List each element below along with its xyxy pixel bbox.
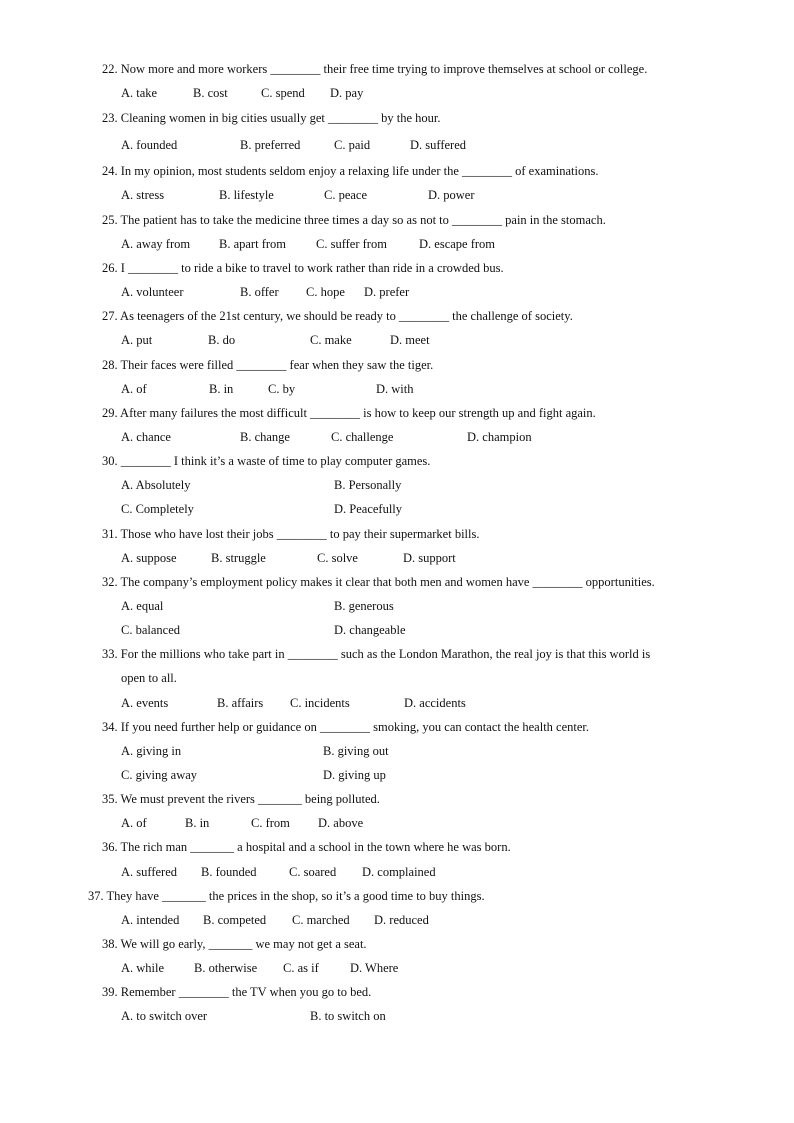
question-23-option-b: B. preferred <box>240 138 301 152</box>
question-32-stem: 32. The company’s employment policy makes it clear that both men and women have ________ opportunities. <box>102 575 655 589</box>
question-34-option-d: D. giving up <box>323 768 386 782</box>
question-30-option-d: D. Peacefully <box>334 502 403 516</box>
question-22-option-a: A. take <box>121 86 158 100</box>
question-39-option-b: B. to switch on <box>310 1009 386 1023</box>
question-30-option-b: B. Personally <box>334 478 402 492</box>
question-37-option-b: B. competed <box>203 913 267 927</box>
question-23-option-c: C. paid <box>334 138 371 152</box>
question-23-option-a: A. founded <box>121 138 178 152</box>
question-27-option-d: D. meet <box>390 333 430 347</box>
question-33-option-c: C. incidents <box>290 696 350 710</box>
question-27-option-a: A. put <box>121 333 153 347</box>
question-25-option-d: D. escape from <box>419 237 496 251</box>
question-24-option-c: C. peace <box>324 188 368 202</box>
question-38-stem: 38. We will go early, _______ we may not get a seat. <box>102 937 367 951</box>
question-29-option-d: D. champion <box>467 430 532 444</box>
question-35-option-a: A. of <box>121 816 147 830</box>
question-32-option-b: B. generous <box>334 599 394 613</box>
question-25-option-b: B. apart from <box>219 237 286 251</box>
question-26-option-b: B. offer <box>240 285 279 299</box>
question-22-option-d: D. pay <box>330 86 364 100</box>
question-23-stem: 23. Cleaning women in big cities usually get ________ by the hour. <box>102 111 441 125</box>
question-39-stem: 39. Remember ________ the TV when you go to bed. <box>102 985 372 999</box>
question-36-stem: 36. The rich man _______ a hospital and a school in the town where he was born. <box>102 840 511 854</box>
question-31-option-c: C. solve <box>317 551 358 565</box>
question-24-option-b: B. lifestyle <box>219 188 274 202</box>
question-32-option-a: A. equal <box>121 599 164 613</box>
question-35-option-b: B. in <box>185 816 210 830</box>
question-26-stem: 26. I ________ to ride a bike to travel to work rather than ride in a crowded bus. <box>102 261 504 275</box>
question-29-option-b: B. change <box>240 430 290 444</box>
question-37-stem: 37. They have _______ the prices in the shop, so it’s a good time to buy things. <box>88 889 485 903</box>
question-34-option-c: C. giving away <box>121 768 198 782</box>
question-33-option-d: D. accidents <box>404 696 466 710</box>
question-27-stem: 27. As teenagers of the 21st century, we should be ready to ________ the challenge of society. <box>102 309 573 323</box>
question-24-option-d: D. power <box>428 188 475 202</box>
question-28-stem: 28. Their faces were filled ________ fear when they saw the tiger. <box>102 358 434 372</box>
question-23-option-d: D. suffered <box>410 138 466 152</box>
question-29-stem: 29. After many failures the most difficult ________ is how to keep our strength up and fight again. <box>102 406 596 420</box>
question-38-option-b: B. otherwise <box>194 961 258 975</box>
question-32-option-c: C. balanced <box>121 623 181 637</box>
question-24-stem: 24. In my opinion, most students seldom enjoy a relaxing life under the ________ of examinations. <box>102 164 599 178</box>
question-37-option-c: C. marched <box>292 913 350 927</box>
question-28-option-d: D. with <box>376 382 414 396</box>
question-34-option-b: B. giving out <box>323 744 389 758</box>
question-34-option-a: A. giving in <box>121 744 182 758</box>
question-38-option-a: A. while <box>121 961 165 975</box>
question-31-option-b: B. struggle <box>211 551 266 565</box>
question-31-option-a: A. suppose <box>121 551 177 565</box>
question-25-option-c: C. suffer from <box>316 237 387 251</box>
question-25-option-a: A. away from <box>121 237 191 251</box>
question-33-stem: 33. For the millions who take part in ________ such as the London Marathon, the real joy is that this world is <box>102 647 651 661</box>
question-30-option-c: C. Completely <box>121 502 194 516</box>
question-37-option-d: D. reduced <box>374 913 429 927</box>
question-26-option-d: D. prefer <box>364 285 410 299</box>
question-30-stem: 30. ________ I think it’s a waste of time to play computer games. <box>102 454 431 468</box>
question-36-option-c: C. soared <box>289 865 337 879</box>
question-22-option-c: C. spend <box>261 86 305 100</box>
question-26-option-c: C. hope <box>306 285 345 299</box>
question-36-option-a: A. suffered <box>121 865 177 879</box>
question-26-option-a: A. volunteer <box>121 285 184 299</box>
question-35-option-c: C. from <box>251 816 290 830</box>
question-36-option-d: D. complained <box>362 865 436 879</box>
question-33-stem-continued: open to all. <box>121 671 177 685</box>
question-35-option-d: D. above <box>318 816 364 830</box>
question-28-option-b: B. in <box>209 382 234 396</box>
question-37-option-a: A. intended <box>121 913 180 927</box>
question-33-option-b: B. affairs <box>217 696 264 710</box>
question-38-option-c: C. as if <box>283 961 319 975</box>
question-39-option-a: A. to switch over <box>121 1009 208 1023</box>
question-32-option-d: D. changeable <box>334 623 406 637</box>
question-27-option-b: B. do <box>208 333 236 347</box>
question-22-option-b: B. cost <box>193 86 228 100</box>
question-38-option-d: D. Where <box>350 961 399 975</box>
question-28-option-a: A. of <box>121 382 147 396</box>
question-29-option-c: C. challenge <box>331 430 394 444</box>
question-35-stem: 35. We must prevent the rivers _______ being polluted. <box>102 792 380 806</box>
question-22-stem: 22. Now more and more workers ________ their free time trying to improve themselves at school or college. <box>102 62 648 76</box>
question-31-stem: 31. Those who have lost their jobs ________ to pay their supermarket bills. <box>102 527 480 541</box>
question-24-option-a: A. stress <box>121 188 165 202</box>
question-33-option-a: A. events <box>121 696 169 710</box>
question-34-stem: 34. If you need further help or guidance on ________ smoking, you can contact the health center. <box>102 720 590 734</box>
question-30-option-a: A. Absolutely <box>121 478 191 492</box>
question-28-option-c: C. by <box>268 382 296 396</box>
question-27-option-c: C. make <box>310 333 352 347</box>
question-25-stem: 25. The patient has to take the medicine three times a day so as not to ________ pain in the stomach. <box>102 213 606 227</box>
question-31-option-d: D. support <box>403 551 456 565</box>
question-29-option-a: A. chance <box>121 430 171 444</box>
question-36-option-b: B. founded <box>201 865 257 879</box>
